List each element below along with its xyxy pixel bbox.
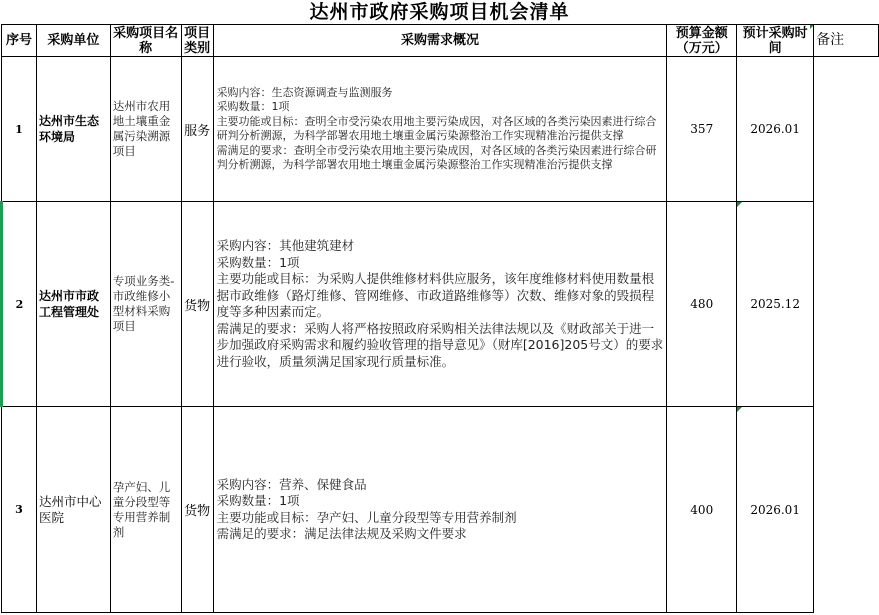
comment-marker-icon <box>810 25 814 30</box>
cell-unit[interactable]: 达州市中心医院 <box>36 407 110 613</box>
date-value: 2025.12 <box>750 297 800 311</box>
cell-desc[interactable] <box>213 407 667 613</box>
cell-date[interactable] <box>737 202 814 407</box>
table-row <box>2 407 879 613</box>
table-row <box>2 202 879 407</box>
cell-budget[interactable]: 400 <box>667 407 737 613</box>
desc-content: 采购内容：营养、保健食品 <box>216 476 367 492</box>
cell-budget[interactable]: 480 <box>667 202 737 407</box>
comment-marker-icon <box>737 202 742 207</box>
sheet-title: 达州市政府采购项目机会清单 <box>309 1 570 23</box>
cell-project[interactable]: 孕产妇、儿童分段型等专用营养制剂 <box>110 407 181 613</box>
header-row <box>2 25 879 57</box>
cell-remark[interactable] <box>814 202 879 407</box>
cell-category[interactable]: 货物 <box>181 202 213 407</box>
cell-project[interactable]: 专项业务类-市政维修小型材料采购项目 <box>110 202 181 407</box>
cell-date[interactable] <box>737 407 814 613</box>
header-category[interactable]: 项目类别 <box>181 25 213 57</box>
cell-project[interactable]: 达州市农用地土壤重金属污染溯源项目 <box>110 57 181 202</box>
procurement-table <box>0 24 879 613</box>
desc-quantity: 采购数量：1项 <box>216 100 290 113</box>
desc-content: 采购内容：其他建筑建材 <box>216 238 355 253</box>
desc-content: 采购内容：生态资源调查与监测服务 <box>216 85 393 99</box>
cell-seq[interactable]: 1 <box>2 57 37 202</box>
desc-requirement: 需满足的要求：采购人将严格按照政府采购相关法律法规以及《财政部关于进一步加强政府采购需求和履约验收管理的指导意见》（财库[2016]205号文）的要求进行验收，质量须满足国家现行质量标准。 <box>216 320 664 369</box>
cell-seq[interactable]: 3 <box>2 407 37 613</box>
header-date[interactable]: 预计采购时间 <box>737 25 814 57</box>
desc-quantity: 采购数量：1项 <box>216 493 300 508</box>
desc-requirement: 需满足的要求：查明全市受污染农用地主要污染成因，对各区域的各类污染因素进行综合研判分析溯源，为科学部署农用地土壤重金属污染源整治工作实现精准治污提供支撑 <box>216 143 657 171</box>
cell-unit[interactable]: 达州市生态环境局 <box>36 57 110 202</box>
date-value: 2026.01 <box>750 122 800 136</box>
desc-goal: 主要功能或目标：孕产妇、儿童分段型等专用营养制剂 <box>216 509 517 525</box>
header-project[interactable]: 采购项目名称 <box>110 25 181 57</box>
header-desc[interactable]: 采购需求概况 <box>213 25 667 57</box>
cell-desc[interactable] <box>213 202 667 407</box>
cell-desc[interactable] <box>213 57 667 202</box>
desc-goal: 主要功能或目标：为采购人提供维修材料供应服务，该年度维修材料使用数量根据市政维修（路灯维修、管网维修、市政道路维修等）次数、维修对象的毁损程度等多种因素而定。 <box>216 271 655 319</box>
cell-category[interactable]: 服务 <box>181 57 213 202</box>
cell-unit[interactable]: 达州市市政工程管理处 <box>36 202 110 407</box>
cell-remark[interactable] <box>814 407 879 613</box>
desc-quantity: 采购数量：1项 <box>216 254 300 270</box>
cell-category[interactable]: 货物 <box>181 407 213 613</box>
comment-marker-icon <box>737 407 742 412</box>
header-budget[interactable]: 预算金额（万元） <box>667 25 737 57</box>
desc-requirement: 需满足的要求：满足法律法规及采购文件要求 <box>216 526 467 541</box>
table-row <box>2 57 879 202</box>
desc-goal: 主要功能或目标：查明全市受污染农用地主要污染成因，对各区域的各类污染因素进行综合研判分析溯源，为科学部署农用地土壤重金属污染源整治工作实现精准治污提供支撑 <box>216 114 657 142</box>
header-unit[interactable]: 采购单位 <box>36 25 110 57</box>
cell-budget[interactable]: 357 <box>667 57 737 202</box>
cell-seq[interactable]: 2 <box>2 202 37 407</box>
header-remark[interactable]: 备注 <box>814 25 879 57</box>
cell-remark[interactable] <box>814 57 879 202</box>
header-seq[interactable]: 序号 <box>2 25 37 57</box>
cell-date[interactable] <box>737 57 814 202</box>
date-value: 2026.01 <box>750 502 800 517</box>
